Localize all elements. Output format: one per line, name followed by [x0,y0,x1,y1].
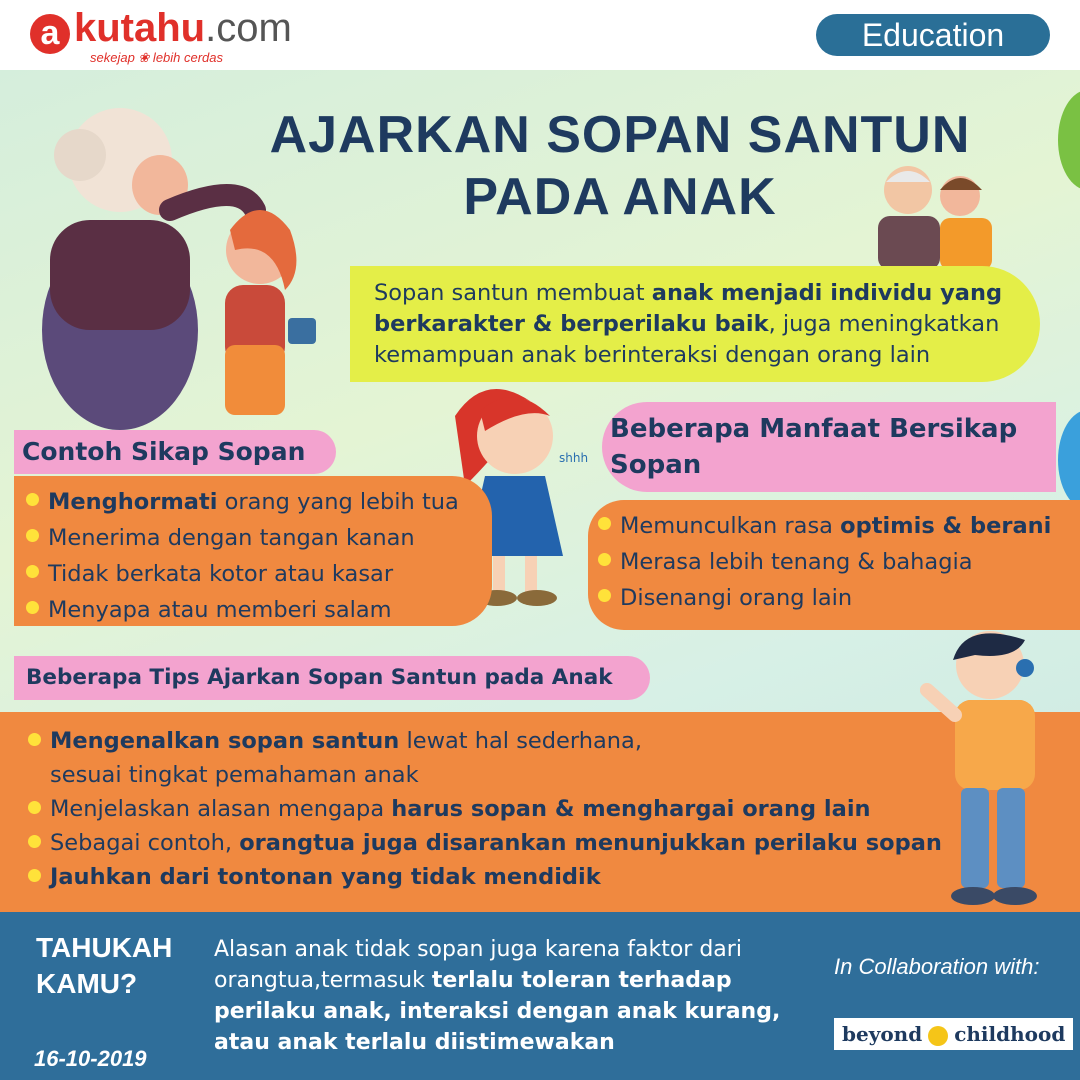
fact-title-line-2: KAMU? [36,968,138,999]
bullet-icon [598,589,611,602]
fact-text-plain: Alasan anak tidak sopan juga karena faktor dari orangtua,termasuk [214,937,742,993]
logo-wordmark [74,6,292,51]
tips-heading [14,656,650,700]
partner-word-1: beyond [842,1022,923,1046]
logo-domain: .com [205,6,292,50]
list-item-text: lewat hal sederhana, [399,728,642,754]
collab-label: In Collaboration with: [834,954,1040,979]
list-item-text: Menerima dengan tangan kanan [48,525,415,551]
title-line-2: PADA ANAK [463,168,777,226]
list-item-text: orang yang lebih tua [217,489,459,515]
list-item [598,508,1051,544]
list-item-bold: harus sopan & menghargai orang lain [391,796,871,822]
intro-bold: anak menjadi individu yang berkarakter & berperilaku baik [374,280,1003,337]
list-item [26,592,459,628]
list-item-text: Merasa lebih tenang & bahagia [620,549,973,575]
list-item-bold: Jauhkan dari tontonan yang tidak mendidik [50,864,601,890]
list-item [28,792,942,826]
logo-tagline: sekejap ❀ lebih cerdas [90,50,224,65]
decor-circle-green [1058,90,1080,190]
header [0,0,1080,70]
tips-list [28,724,942,894]
bullet-icon [28,869,41,882]
benefits-list [598,508,1051,616]
bullet-icon [28,801,41,814]
list-item [26,484,459,520]
list-item [28,860,942,894]
partner-logo[interactable] [834,1018,1073,1050]
logo-name: kutahu [74,6,206,50]
category-badge[interactable]: Education [816,14,1050,56]
bullet-icon [28,733,41,746]
list-item-bold: orangtua juga disarankan menunjukkan perilaku sopan [239,830,942,856]
list-item [26,520,459,556]
bullet-icon [598,517,611,530]
list-item-text: Tidak berkata kotor atau kasar [48,561,394,587]
examples-list [26,484,459,628]
list-item [26,556,459,592]
list-item [28,826,942,860]
intro-part-2: , juga meningkatkan kemampuan anak berinteraksi dengan orang lain [374,311,1000,368]
list-item-text: Sebagai contoh, [50,830,240,856]
list-item-text: Menyapa atau memberi salam [48,597,392,623]
list-item-text: Memunculkan rasa [620,513,841,539]
list-item-text: Menjelaskan alasan mengapa [50,796,392,822]
bullet-icon [26,565,39,578]
intro-text [374,278,1024,371]
list-item [598,544,1051,580]
publish-date: 16-10-2019 [34,1046,147,1071]
tips-heading-text: Beberapa Tips Ajarkan Sopan Santun pada Anak [26,665,613,690]
benefits-heading [602,402,1056,492]
bullet-icon [26,601,39,614]
list-item [28,724,942,792]
fact-text-bold: terlalu toleran terhadap perilaku anak, interaksi dengan anak kurang, atau anak terlalu diistimewakan [214,968,781,1055]
bullet-icon [26,493,39,506]
logo-letter-badge: a [30,14,70,54]
examples-heading-text: Contoh Sikap Sopan [22,437,306,466]
decor-circle-blue [1058,410,1080,510]
fact-text [214,934,824,1058]
list-item [598,580,1051,616]
intro-part-1: Sopan santun membuat [374,280,652,306]
title-line-1: AJARKAN SOPAN SANTUN [269,106,971,164]
fact-title-line-1: TAHUKAH [36,932,173,963]
partner-word-2: childhood [954,1022,1066,1046]
bullet-icon [598,553,611,566]
bullet-icon [28,835,41,848]
examples-heading [14,430,336,474]
list-item-bold: Menghormati [48,489,218,515]
fact-title [36,930,172,1002]
list-item-text: Disenangi orang lain [620,585,853,611]
list-item-bold: Mengenalkan sopan santun [50,728,400,754]
benefits-heading-text: Beberapa Manfaat Bersikap Sopan [610,414,1018,480]
list-item-text-line-2: sesuai tingkat pemahaman anak [50,762,419,788]
partner-dot-icon [928,1026,948,1046]
shush-sound-text: shhh [559,451,589,465]
page-title [200,104,1040,228]
bullet-icon [26,529,39,542]
list-item-bold: optimis & berani [840,513,1052,539]
